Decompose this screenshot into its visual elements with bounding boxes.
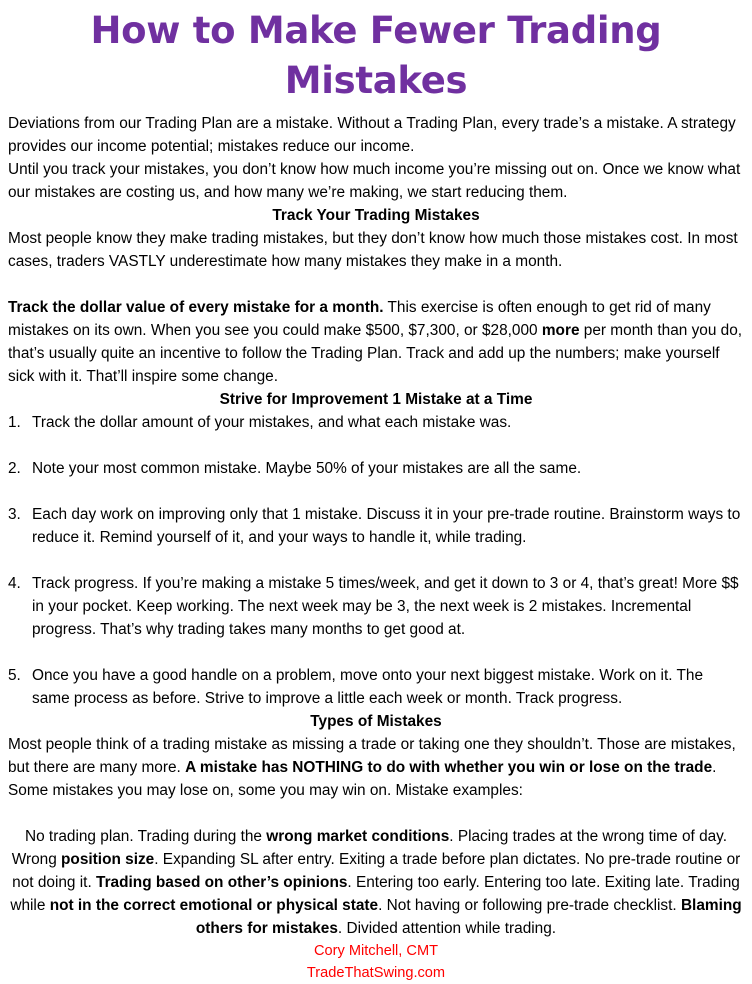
- types-bold: A mistake has NOTHING to do with whether you win or lose on the trade: [185, 759, 713, 776]
- footer-site: TradeThatSwing.com: [306, 965, 446, 981]
- list-item: [8, 411, 744, 434]
- track-text-a: This exercise is often enough to get rid of many mistakes on its own. When you see you could make $500, $7,300, or $28,000: [8, 299, 711, 339]
- ex-bold: not in the correct emotional or physical state: [49, 897, 379, 914]
- track-bold-lead: Track the dollar value of every mistake for a month.: [8, 299, 384, 316]
- footer-author: Cory Mitchell, CMT: [313, 943, 439, 959]
- ex-text: . Entering too early. Entering too late. Exiting late. Trading while: [10, 874, 740, 914]
- improvement-steps-list: [8, 411, 744, 710]
- list-number: 2.: [8, 460, 21, 477]
- list-text: Track progress. If you’re making a mistake 5 times/week, and get it down to 3 or 4, that’s great! More $$ in your pocket. Keep working. The next week may be 3, the next week is 2 mistakes. Incremental progress. That’s why trading takes many months to get good at.: [32, 575, 739, 638]
- ex-bold: wrong market conditions: [266, 828, 450, 845]
- section-heading-types: Types of Mistakes: [310, 713, 442, 730]
- types-text-b: . Some mistakes you may lose on, some you may win on. Mistake examples:: [8, 759, 717, 799]
- list-item: [8, 457, 744, 480]
- ex-bold: Trading based on other’s opinions: [96, 874, 348, 891]
- section-heading-improve: Strive for Improvement 1 Mistake at a Time: [219, 391, 533, 408]
- track-text-b: per month than you do, that’s usually quite an incentive to follow the Trading Plan. Track and add up the numbers; make yourself sick with it. That’ll inspire some change.: [8, 322, 743, 385]
- list-text: Each day work on improving only that 1 mistake. Discuss it in your pre-trade routine. Brainstorm ways to reduce it. Remind yourself of it, and your ways to handle it, while trading.: [32, 506, 741, 546]
- section-heading-track: Track Your Trading Mistakes: [272, 207, 480, 224]
- ex-text: No trading plan. Trading during the: [24, 828, 267, 845]
- track-bold-more: more: [541, 322, 580, 339]
- ex-text: . Not having or following pre-trade checklist.: [378, 897, 681, 914]
- list-item: [8, 664, 744, 710]
- ex-bold: position size: [61, 851, 155, 868]
- spacer: [8, 273, 744, 296]
- types-paragraph-1: [8, 733, 744, 802]
- spacer: [8, 802, 744, 825]
- list-text: Once you have a good handle on a problem, move onto your next biggest mistake. Work on it. The same process as before. Strive to improve a little each week or month. Track progress.: [32, 667, 704, 707]
- list-number: 4.: [8, 575, 21, 592]
- list-text: Track the dollar amount of your mistakes, and what each mistake was.: [32, 414, 512, 431]
- ex-text: . Expanding SL after entry. Exiting a trade before plan dictates. No pre-trade routine or not doing it.: [12, 851, 741, 891]
- mistake-examples: [8, 825, 744, 940]
- list-number: 5.: [8, 667, 21, 684]
- ex-text: . Divided attention while trading.: [337, 920, 557, 937]
- ex-text: . Placing trades at the wrong time of day. Wrong: [11, 828, 728, 868]
- track-paragraph-1: Most people know they make trading mistakes, but they don’t know how much those mistakes cost. In most cases, traders VASTLY underestimate how many mistakes they make in a month.: [8, 230, 738, 270]
- list-number: 1.: [8, 414, 21, 431]
- list-item: [8, 572, 744, 641]
- track-paragraph-2: [8, 296, 744, 388]
- intro-paragraph-2: Until you track your mistakes, you don’t know how much income you’re missing out on. Once we know what our mistakes are costing us, and how many we’re making, we start reducing them.: [8, 161, 741, 201]
- list-text: Note your most common mistake. Maybe 50% of your mistakes are all the same.: [32, 460, 582, 477]
- list-number: 3.: [8, 506, 21, 523]
- list-item: [8, 503, 744, 549]
- intro-paragraph-1: Deviations from our Trading Plan are a mistake. Without a Trading Plan, every trade’s a mistake. A strategy provides our income potential; mistakes reduce our income.: [8, 115, 736, 155]
- document-page: [0, 6, 752, 981]
- ex-bold: Blaming others for mistakes: [195, 897, 742, 937]
- types-text-a: Most people think of a trading mistake as missing a trade or taking one they shouldn’t. Those are mistakes, but there are many more.: [8, 736, 736, 776]
- page-title: How to Make Fewer Trading Mistakes: [90, 9, 662, 102]
